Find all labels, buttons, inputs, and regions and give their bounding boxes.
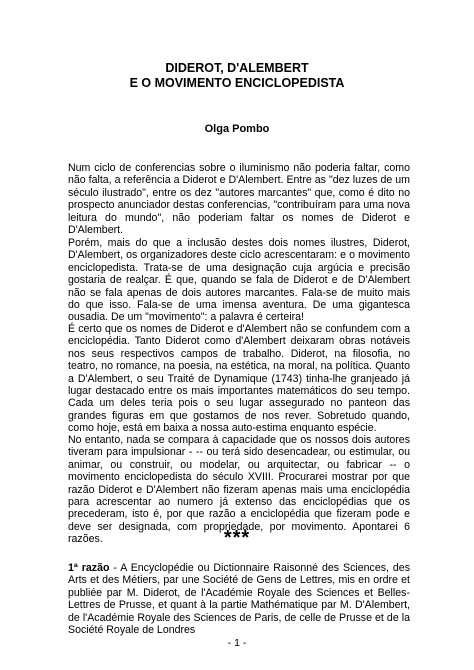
- paragraph-2: Porém, mais do que a inclusão destes dois nomes ilustres, Diderot, D'Alembert, os organizadores deste ciclo acrescentaram: e o movimento enciclopedista. Trata-se de uma designação cuja argúcia e precisão gostaria de realçar. É que, quando se fala de Diderot e de D'Alembert não se fala apenas de dois autores marcantes. Fala-se de muito mais do que isso. Fala-se de uma imensa aventura. De uma gigantesca ousadia. De um "movimento": a palavra é certeira!: [68, 237, 410, 324]
- paragraph-1: Num ciclo de conferencias sobre o iluminismo não poderia faltar, como não falta, a referência a Diderot e D'Alembert. Entre as "dez luzes de um século ilustrado", entre os dez "autores marcantes" que, como é dito no prospecto anunciador destas conferencias, "contribuíram para uma nova leitura do mundo", não poderiam faltar os nomes de Diderot e D'Alembert.: [68, 162, 410, 237]
- page-number: - 1 -: [227, 637, 247, 649]
- reason-paragraph: [68, 562, 410, 636]
- document-title-line-2: E O MOVIMENTO ENCICLOPEDISTA: [129, 76, 345, 90]
- section-separator: ***: [223, 527, 251, 549]
- reason-text: - A Encyclopédie ou Dictionnaire Raisonné des Sciences, des Arts et des Métiers, par une Société de Gens de Lettres, mis en ordre et publiée par M. Diderot, de l'Académie Royale des Sciences et Belles-Lettres de Prusse, et quant à la partie Mathématique par M. D'Alembert, de l'Académie Royale des Sciences de Paris, de celle de Prusse et de la Société Royale de Londres: [68, 562, 410, 637]
- document-title-line-1: DIDEROT, D'ALEMBERT: [165, 61, 309, 75]
- paragraph-3: É certo que os nomes de Diderot e d'Alembert não se confundem com a enciclopédia. Tanto Diderot como d'Alembert deixaram obras notáveis nos seus respectivos campos de trabalho. Diderot, na filosofia, no teatro, no romance, na poesia, na estética, na moral, na política. Quanto a D'Alembert, o seu Traité de Dynamique (1743) tinha-lhe granjeado já lugar destacado entre os mais importantes matemáticos do seu tempo. Cada um deles teria pois o seu lugar assegurado no panteon das grandes figuras em que gostamos de nos rever. Sobretudo quando, como hoje, está em baixa a nossa auto-estima enquanto espécie.: [68, 323, 410, 435]
- paragraph-4: No entanto, nada se compara à capacidade que os nossos dois autores tiveram para impulsionar - -- ou terá sido desencadear, ou estimular, ou animar, ou construir, ou modelar, ou arquitectar, ou fabricar -- o movimento enciclopedista do século XVIII. Procurarei mostrar por que razão Diderot e D'Alembert não fizeram apenas mais uma enciclopédia para acrescentar ao numero já extenso das enciclopédias que os precederam, isto é, por que razão a enciclopédia que fizeram pode e deve ser designada, com propriedade, por movimento. Apontarei 6 razões.: [68, 434, 410, 546]
- author-name: Olga Pombo: [204, 123, 270, 135]
- reason-heading: 1ª razão: [68, 562, 110, 574]
